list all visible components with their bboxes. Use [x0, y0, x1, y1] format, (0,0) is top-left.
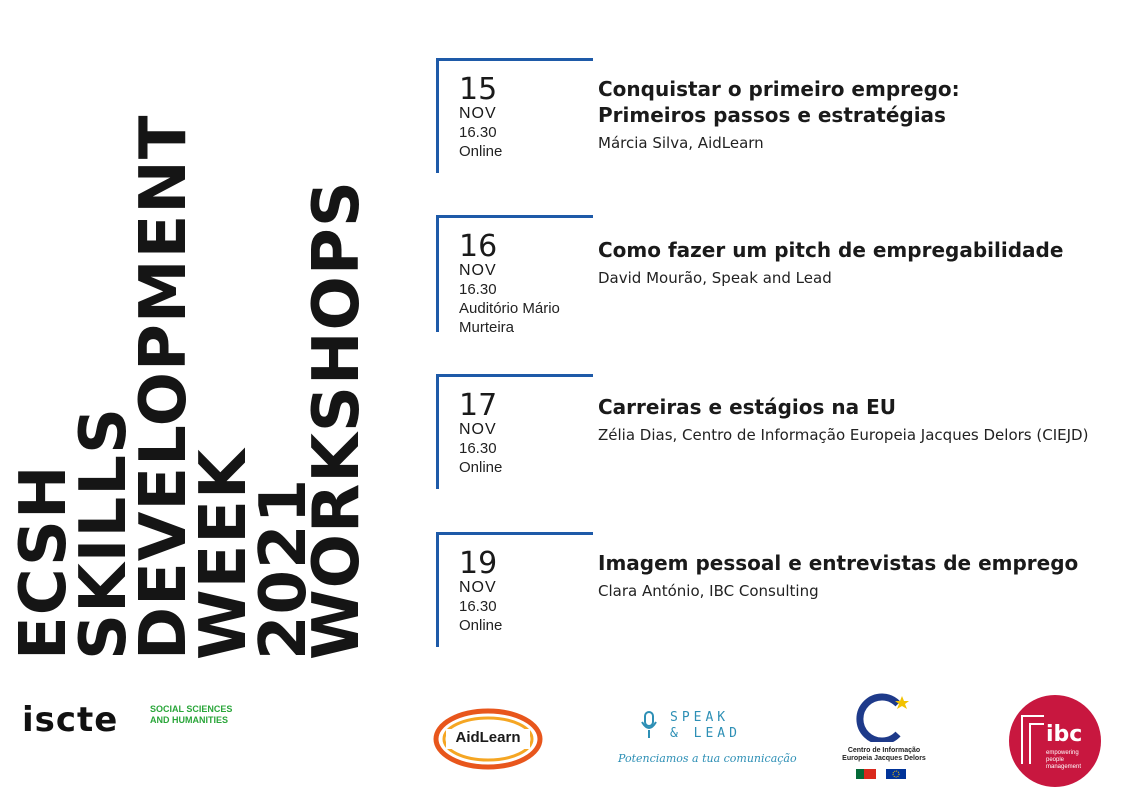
aidlearn-logo-word: AidLearn [455, 729, 521, 746]
ibc-logo [1008, 694, 1102, 788]
title-line-week: WEEK [187, 448, 261, 660]
event-day: 19 [459, 546, 498, 581]
ibc-logo-word: ibc [1046, 722, 1083, 747]
iscte-logo [22, 700, 242, 744]
ibc-logo-tagline: empowering people management [1046, 750, 1082, 770]
event-title-vertical [0, 0, 374, 670]
iscte-logo-subtitle [150, 704, 232, 726]
ciejd-text-line: Europeia Jacques Delors [842, 755, 926, 762]
event-time: 16.30 [459, 440, 497, 457]
speak-wordmark-line: SPEAK [670, 710, 730, 725]
event-speaker: Márcia Silva, AidLearn [598, 134, 764, 152]
speak-and-lead-logo [618, 708, 797, 768]
event-title: Como fazer um pitch de empregabilidade [598, 238, 1064, 262]
event-day: 15 [459, 72, 498, 107]
event-place: Online [459, 143, 503, 160]
event-time: 16.30 [459, 124, 497, 141]
title-line-year: 2021 [247, 477, 321, 660]
event-month: NOV [459, 262, 497, 279]
title-line-ecsh: ECSH [7, 464, 81, 660]
microphone-icon [640, 710, 658, 740]
ciejd-text-line: Centro de Informação [847, 747, 921, 754]
event-place: Online [459, 617, 503, 634]
speak-and-lead-wordmark [670, 710, 741, 742]
event-date-block [436, 215, 593, 336]
event-speaker: Clara António, IBC Consulting [598, 582, 819, 600]
speak-and-lead-tagline: Potenciamos a tua comunicação [618, 752, 797, 765]
event-item [436, 532, 1126, 650]
event-speaker: David Mourão, Speak and Lead [598, 269, 832, 287]
ciejd-logo [836, 692, 932, 784]
event-item [436, 215, 1126, 335]
iscte-subtitle-line: AND HUMANITIES [150, 715, 228, 725]
event-day: 17 [459, 388, 498, 423]
title-line-workshops: WORKSHOPS [300, 180, 374, 660]
title-line-development: DEVELOPMENT [127, 114, 201, 660]
event-time: 16.30 [459, 281, 497, 298]
aidlearn-logo [432, 705, 544, 771]
event-title: Imagem pessoal e entrevistas de emprego [598, 551, 1079, 575]
iscte-subtitle-line: SOCIAL SCIENCES [150, 704, 233, 714]
event-place: Auditório Mário Murteira [459, 300, 560, 336]
event-item [436, 58, 1126, 176]
event-place: Online [459, 459, 503, 476]
event-time: 16.30 [459, 598, 497, 615]
event-item [436, 374, 1126, 492]
event-date-block [436, 374, 593, 489]
iscte-logo-word: iscte [22, 700, 119, 740]
event-date-block [436, 58, 593, 173]
event-speaker: Zélia Dias, Centro de Informação Europeia Jacques Delors (CIEJD) [598, 426, 1089, 444]
event-day: 16 [459, 229, 498, 264]
flags-icon [836, 767, 932, 781]
event-title: Conquistar o primeiro emprego: Primeiros passos e estratégias [598, 77, 960, 127]
event-month: NOV [459, 421, 497, 438]
event-date-block [436, 532, 593, 647]
ciejd-emblem-icon [836, 692, 932, 742]
speak-wordmark-line: & LEAD [670, 726, 741, 741]
event-month: NOV [459, 105, 497, 122]
ciejd-logo-text [836, 747, 932, 763]
event-title: Carreiras e estágios na EU [598, 395, 896, 419]
event-month: NOV [459, 579, 497, 596]
title-line-skills: SKILLS [67, 406, 141, 660]
